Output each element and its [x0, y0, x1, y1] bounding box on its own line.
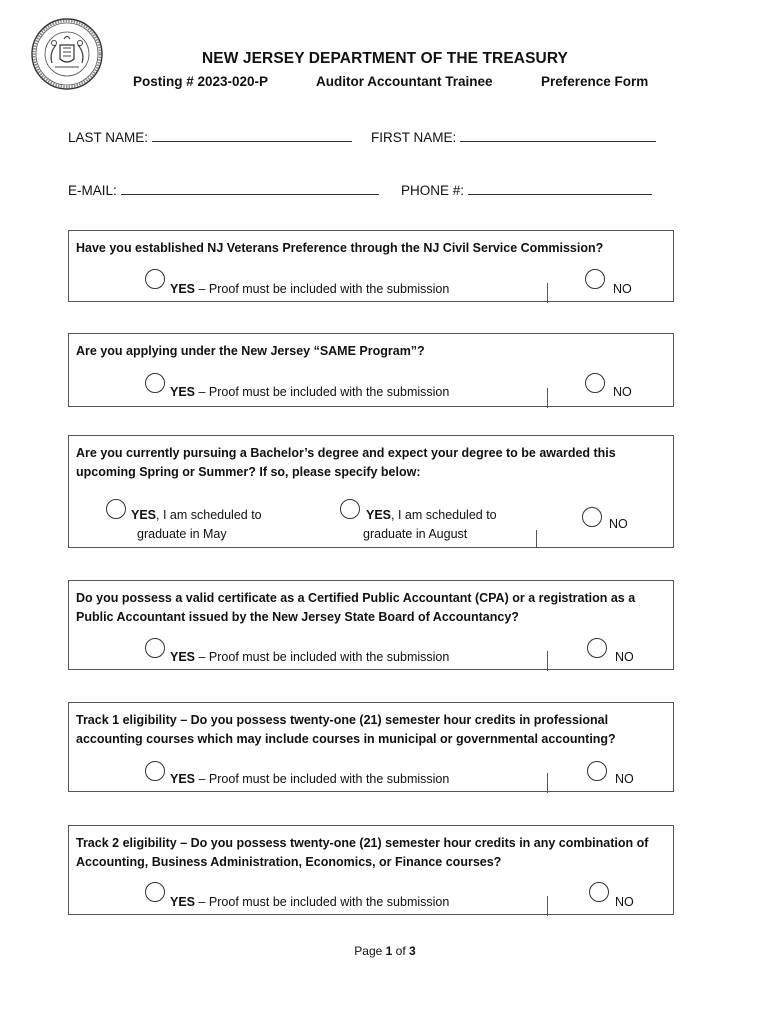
yes-may-radio[interactable] [106, 499, 126, 519]
no-radio[interactable] [587, 638, 607, 658]
no-option: NO [609, 517, 628, 531]
question-same-program [68, 333, 674, 407]
no-radio[interactable] [582, 507, 602, 527]
first-name-label: FIRST NAME: [371, 130, 457, 145]
first-name-field[interactable] [371, 129, 656, 145]
phone-field[interactable] [401, 182, 652, 198]
no-option: NO [613, 282, 632, 296]
no-option: NO [613, 385, 632, 399]
yes-option: YES – Proof must be included with the submission [170, 282, 450, 296]
page-number: Page 1 of 3 [354, 944, 416, 958]
position-title: Auditor Accountant Trainee [316, 74, 493, 89]
form-name: Preference Form [541, 74, 649, 89]
question-text: Are you applying under the New Jersey “SAME Program”? [76, 344, 425, 358]
no-radio[interactable] [589, 882, 609, 902]
last-name-label: LAST NAME: [68, 130, 149, 145]
question-text: Have you established NJ Veterans Preference through the NJ Civil Service Commission? [76, 241, 604, 255]
question-text: Do you possess a valid certificate as a Certified Public Accountant (CPA) or a registration as a Public Accountant issued by the New Jersey State Board of Accountancy? [76, 591, 636, 624]
question-track1-eligibility [68, 702, 674, 792]
yes-option: YES – Proof must be included with the submission [170, 650, 450, 664]
yes-option: YES – Proof must be included with the submission [170, 895, 450, 909]
yes-option: YES – Proof must be included with the submission [170, 772, 450, 786]
posting-number: Posting # 2023-020-P [133, 74, 269, 89]
yes-radio[interactable] [145, 882, 165, 902]
yes-august-radio[interactable] [340, 499, 360, 519]
last-name-field[interactable] [68, 129, 352, 145]
last-name-line[interactable] [152, 129, 352, 142]
yes-option: YES – Proof must be included with the submission [170, 385, 450, 399]
phone-label: PHONE #: [401, 183, 465, 198]
yes-august-option: YES, I am scheduled to [366, 508, 497, 522]
yes-august-option-line2: graduate in August [363, 527, 468, 541]
question-text: Track 1 eligibility – Do you possess twenty-one (21) semester hour credits in professional accounting courses which may include courses in municipal or governmental accounting? [76, 713, 616, 746]
question-text: Track 2 eligibility – Do you possess twenty-one (21) semester hour credits in any combination of Accounting, Business Administration, Economics, or Finance courses? [76, 836, 649, 869]
question-veterans-preference [68, 230, 674, 302]
question-bachelors-degree [68, 435, 674, 548]
no-option: NO [615, 650, 634, 664]
email-field[interactable] [68, 182, 379, 198]
no-option: NO [615, 772, 634, 786]
yes-may-option-line2: graduate in May [137, 527, 227, 541]
first-name-line[interactable] [460, 129, 656, 142]
no-option: NO [615, 895, 634, 909]
question-track2-eligibility [68, 825, 674, 915]
no-radio[interactable] [587, 761, 607, 781]
yes-radio[interactable] [145, 373, 165, 393]
no-radio[interactable] [585, 373, 605, 393]
email-label: E-MAIL: [68, 183, 117, 198]
yes-may-option: YES, I am scheduled to [131, 508, 262, 522]
question-text: Are you currently pursuing a Bachelor’s degree and expect your degree to be awarded this upcoming Spring or Summer? If so, please specify below: [76, 446, 616, 479]
question-cpa-certificate [68, 580, 674, 670]
yes-radio[interactable] [145, 269, 165, 289]
email-line[interactable] [121, 182, 379, 195]
page-title: NEW JERSEY DEPARTMENT OF THE TREASURY [202, 50, 568, 67]
yes-radio[interactable] [145, 761, 165, 781]
no-radio[interactable] [585, 269, 605, 289]
phone-line[interactable] [468, 182, 652, 195]
yes-radio[interactable] [145, 638, 165, 658]
